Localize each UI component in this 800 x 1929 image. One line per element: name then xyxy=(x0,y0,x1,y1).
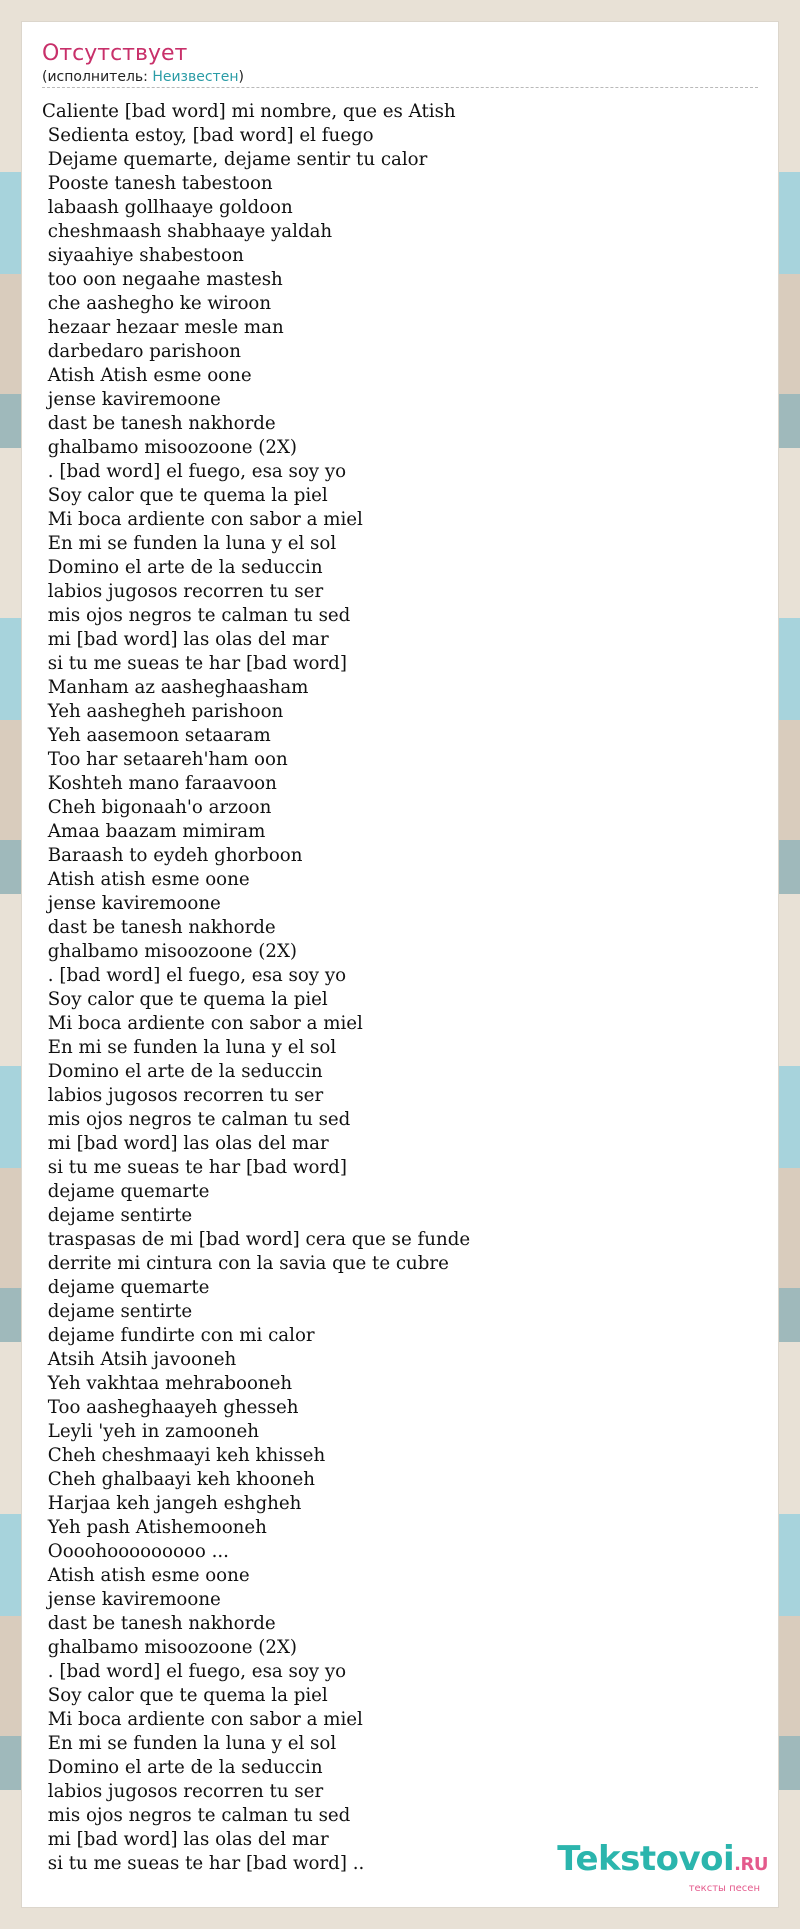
artist-suffix: ) xyxy=(238,69,244,85)
lyric-line: Atish Atish esme oone xyxy=(42,365,252,386)
lyric-line: En mi se funden la luna y el sol xyxy=(42,1733,337,1754)
lyric-line: Domino el arte de la seduccin xyxy=(42,1757,323,1778)
lyric-line: Oooohooooooooo ... xyxy=(42,1541,229,1562)
lyric-line: dejame quemarte xyxy=(42,1277,210,1298)
lyric-line: jense kaviremoone xyxy=(42,1589,221,1610)
lyric-line: traspasas de mi [bad word] cera que se funde xyxy=(42,1229,471,1250)
lyric-line: Yeh aashegheh parishoon xyxy=(42,701,284,722)
artist-link[interactable]: Неизвестен xyxy=(152,69,239,85)
lyric-line: Cheh cheshmaayi keh khisseh xyxy=(42,1445,326,1466)
lyric-line: mis ojos negros te calman tu sed xyxy=(42,605,351,626)
song-title: Отсутствует xyxy=(42,41,188,66)
lyric-line: mi [bad word] las olas del mar xyxy=(42,1829,329,1850)
lyric-line: Cheh ghalbaayi keh khooneh xyxy=(42,1469,315,1490)
lyric-line: labios jugosos recorren tu ser xyxy=(42,581,324,602)
lyric-line: dast be tanesh nakhorde xyxy=(42,917,276,938)
lyric-line: Dejame quemarte, dejame sentir tu calor xyxy=(42,149,428,170)
lyric-line: labios jugosos recorren tu ser xyxy=(42,1781,324,1802)
lyric-line: mi [bad word] las olas del mar xyxy=(42,629,329,650)
lyric-line: ghalbamo misoozoone (2X) xyxy=(42,941,298,962)
logo-wordmark xyxy=(548,1841,768,1883)
lyric-line: Atish atish esme oone xyxy=(42,1565,250,1586)
lyric-line: mis ojos negros te calman tu sed xyxy=(42,1109,351,1130)
lyric-line: jense kaviremoone xyxy=(42,389,221,410)
lyric-line: Yeh aasemoon setaaram xyxy=(42,725,271,746)
lyric-line: mi [bad word] las olas del mar xyxy=(42,1133,329,1154)
lyric-line: . [bad word] el fuego, esa soy yo xyxy=(42,1661,347,1682)
lyric-line: siyaahiye shabestoon xyxy=(42,245,244,266)
lyric-line: En mi se funden la luna y el sol xyxy=(42,1037,337,1058)
lyric-line: labaash gollhaaye goldoon xyxy=(42,197,293,218)
lyric-line: cheshmaash shabhaaye yaldah xyxy=(42,221,333,242)
lyric-line: ghalbamo misoozoone (2X) xyxy=(42,1637,298,1658)
song-header xyxy=(42,40,758,88)
lyric-line: ghalbamo misoozoone (2X) xyxy=(42,437,298,458)
lyric-line: Caliente [bad word] mi nombre, que es Atish xyxy=(42,101,456,122)
lyric-line: che aashegho ke wiroon xyxy=(42,293,272,314)
lyric-line: Mi boca ardiente con sabor a miel xyxy=(42,1013,363,1034)
lyric-line: Yeh vakhtaa mehrabooneh xyxy=(42,1373,293,1394)
lyric-line: dast be tanesh nakhorde xyxy=(42,413,276,434)
lyric-line: . [bad word] el fuego, esa soy yo xyxy=(42,965,347,986)
lyric-line: jense kaviremoone xyxy=(42,893,221,914)
lyrics-card xyxy=(22,22,778,1907)
lyric-line: Soy calor que te quema la piel xyxy=(42,989,328,1010)
lyric-line: Harjaa keh jangeh eshgheh xyxy=(42,1493,302,1514)
lyric-line: Domino el arte de la seduccin xyxy=(42,557,323,578)
lyric-line: Soy calor que te quema la piel xyxy=(42,1685,328,1706)
logo-brand: Tekstovoi xyxy=(557,1839,735,1879)
lyric-line: si tu me sueas te har [bad word] xyxy=(42,1157,347,1178)
artist-line xyxy=(42,68,758,86)
lyric-line: Atsih Atsih javooneh xyxy=(42,1349,237,1370)
lyric-line: too oon negaahe mastesh xyxy=(42,269,283,290)
lyric-line: En mi se funden la luna y el sol xyxy=(42,533,337,554)
lyric-line: Too aasheghaayeh ghesseh xyxy=(42,1397,299,1418)
lyric-line: Cheh bigonaah'o arzoon xyxy=(42,797,272,818)
lyric-line: dejame fundirte con mi calor xyxy=(42,1325,315,1346)
lyric-line: Baraash to eydeh ghorboon xyxy=(42,845,303,866)
lyrics-text xyxy=(42,100,758,1876)
lyric-line: mis ojos negros te calman tu sed xyxy=(42,1805,351,1826)
lyric-line: dejame sentirte xyxy=(42,1205,193,1226)
logo-tld: .RU xyxy=(734,1854,768,1875)
lyric-line: Domino el arte de la seduccin xyxy=(42,1061,323,1082)
lyric-line: Mi boca ardiente con sabor a miel xyxy=(42,1709,363,1730)
lyric-line: si tu me sueas te har [bad word] .. xyxy=(42,1853,365,1874)
lyric-line: Mi boca ardiente con sabor a miel xyxy=(42,509,363,530)
lyric-line: hezaar hezaar mesle man xyxy=(42,317,284,338)
lyric-line: dejame quemarte xyxy=(42,1181,210,1202)
lyric-line: si tu me sueas te har [bad word] xyxy=(42,653,347,674)
lyric-line: Atish atish esme oone xyxy=(42,869,250,890)
lyric-line: derrite mi cintura con la savia que te cubre xyxy=(42,1253,449,1274)
lyric-line: Manham az aasheghaasham xyxy=(42,677,309,698)
lyric-line: dast be tanesh nakhorde xyxy=(42,1613,276,1634)
lyric-line: Amaa baazam mimiram xyxy=(42,821,266,842)
lyric-line: darbedaro parishoon xyxy=(42,341,241,362)
lyric-line: Too har setaareh'ham oon xyxy=(42,749,288,770)
lyric-line: Koshteh mano faraavoon xyxy=(42,773,277,794)
site-logo[interactable] xyxy=(548,1839,768,1894)
lyric-line: Yeh pash Atishemooneh xyxy=(42,1517,267,1538)
artist-prefix: (исполнитель: xyxy=(42,69,153,85)
lyric-line: labios jugosos recorren tu ser xyxy=(42,1085,324,1106)
lyric-line: Sedienta estoy, [bad word] el fuego xyxy=(42,125,374,146)
lyric-line: dejame sentirte xyxy=(42,1301,193,1322)
lyric-line: Pooste tanesh tabestoon xyxy=(42,173,273,194)
lyric-line: Soy calor que te quema la piel xyxy=(42,485,328,506)
lyric-line: . [bad word] el fuego, esa soy yo xyxy=(42,461,347,482)
lyric-line: Leyli 'yeh in zamooneh xyxy=(42,1421,259,1442)
logo-tagline: тексты песен xyxy=(688,1883,760,1894)
